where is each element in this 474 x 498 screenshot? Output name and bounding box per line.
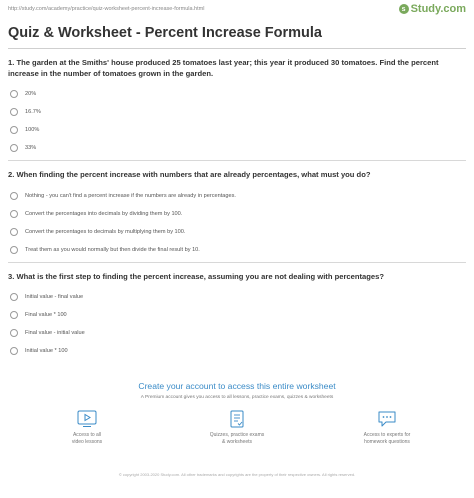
radio-button[interactable]: [10, 228, 18, 236]
promo-heading[interactable]: Create your account to access this entire worksheet: [138, 381, 336, 391]
title-divider: [8, 48, 466, 49]
answer-label: Final value * 100: [25, 312, 67, 318]
radio-button[interactable]: [10, 126, 18, 134]
answer-label: Initial value * 100: [25, 348, 68, 354]
radio-button[interactable]: [10, 311, 18, 319]
feature-video: [42, 410, 132, 445]
answer-option[interactable]: [8, 241, 466, 259]
feature-label-line: Access to all: [72, 432, 102, 438]
answer-option[interactable]: [8, 85, 466, 103]
answer-label: 33%: [25, 145, 37, 151]
answer-label: Initial value - final value: [25, 294, 84, 300]
answer-option[interactable]: [8, 121, 466, 139]
logo-mark-icon: s: [399, 4, 409, 14]
question-divider: [8, 160, 466, 161]
feature-experts: [342, 410, 432, 445]
radio-button[interactable]: [10, 192, 18, 200]
feature-list: [0, 410, 474, 445]
radio-button[interactable]: [10, 90, 18, 98]
answer-option[interactable]: [8, 306, 466, 324]
feature-label-line: & worksheets: [221, 438, 252, 445]
radio-button[interactable]: [10, 329, 18, 337]
page-url: http://study.com/academy/practice/quiz-worksheet-percent-increase-formula.html: [8, 6, 205, 12]
radio-button[interactable]: [10, 144, 18, 152]
answer-option[interactable]: [8, 288, 466, 306]
question-3: [8, 272, 466, 361]
question-text: 1. The garden at the Smiths' house produced 25 tomatoes last year; this year it produced 30 tomatoes. Find the percent increase in the number of tomatoes grown in the garden.: [8, 58, 439, 78]
copyright-footer: © copyright 2003-2020 Study.com. All other trademarks and copyrights are the property of their respective owners. All rights reserved.: [118, 472, 356, 477]
answer-option[interactable]: [8, 342, 466, 360]
feature-quizzes: [192, 410, 282, 445]
answer-label: 16.7%: [25, 109, 41, 115]
quiz-icon: [227, 410, 247, 428]
radio-button[interactable]: [10, 246, 18, 254]
answer-label: Final value - initial value: [25, 330, 85, 336]
radio-button[interactable]: [10, 210, 18, 218]
radio-button[interactable]: [10, 293, 18, 301]
chat-icon: [377, 410, 397, 428]
answer-label: Convert the percentages into decimals by dividing them by 100.: [25, 210, 183, 217]
feature-label-line: video lessons: [71, 438, 103, 445]
answer-option[interactable]: [8, 205, 466, 223]
feature-label-line: Quizzes, practice exams: [209, 432, 265, 438]
question-1: [8, 58, 466, 161]
premium-promo: [0, 381, 474, 445]
radio-button[interactable]: [10, 347, 18, 355]
top-bar: [0, 1, 474, 17]
answer-option[interactable]: [8, 139, 466, 157]
feature-label-line: Access to experts for: [363, 432, 411, 438]
answer-option[interactable]: [8, 103, 466, 121]
question-text: 3. What is the first step to finding the percent increase, assuming you are not dealing with percentages?: [8, 271, 384, 281]
radio-button[interactable]: [10, 108, 18, 116]
answer-option[interactable]: [8, 223, 466, 241]
answer-label: 100%: [25, 127, 40, 133]
study-logo[interactable]: [399, 3, 466, 15]
answer-option[interactable]: [8, 324, 466, 342]
question-divider: [8, 262, 466, 263]
page-title: Quiz & Worksheet - Percent Increase Formula: [8, 25, 322, 41]
answer-label: Convert the percentages to decimals by multiplying them by 100.: [25, 228, 186, 235]
promo-subheading: A Premium account gives you access to all lessons, practice exams, quizzes & worksheets: [140, 395, 334, 400]
answer-label: 20%: [25, 91, 37, 97]
answer-label: Treat them as you would normally but then divide the final result by 10.: [25, 246, 200, 253]
title-row: [0, 17, 474, 48]
logo-text: Study.com: [410, 3, 466, 15]
feature-label-line: homework questions: [364, 438, 410, 445]
video-icon: [77, 410, 97, 428]
answer-label: Nothing - you can't find a percent increase if the numbers are already in percentages.: [25, 192, 236, 199]
question-text: 2. When finding the percent increase with numbers that are already percentages, what must you do?: [8, 170, 371, 179]
question-list: [0, 58, 474, 360]
answer-option[interactable]: [8, 187, 466, 205]
question-2: [8, 170, 466, 263]
